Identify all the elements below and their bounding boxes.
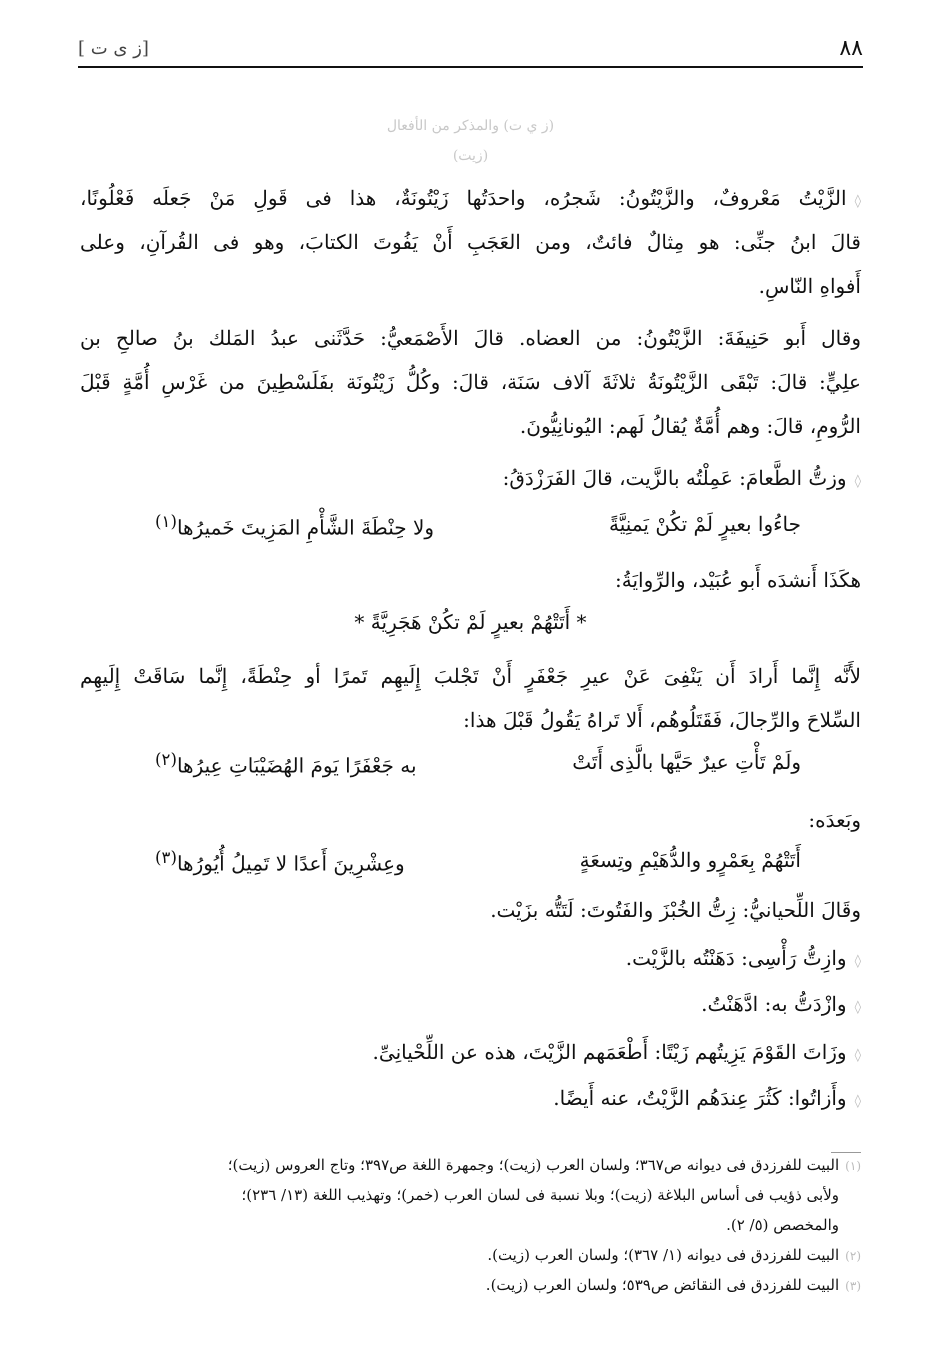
text-line: ◊الزَّيْتُ مَعْروفٌ، والزَّيْتُونُ: شَجرُه، واحدَتُها زَيْتُونَةٌ، هذا فى قَولِ مَنْ جَعلَه فَعْلُونًا، — [80, 186, 861, 210]
text-line: قالَ ابنُ جنِّى: هو مِثالٌ فائتٌ، ومن العَجَبِ أَنْ يَفُوتَ الكتابَ، وهو فى القُرآنِ، وعلى — [80, 230, 861, 254]
footnote-2: (٢)البيت للفرزدق فى ديوانه (١/ ٣٦٧)؛ ولسان العرب (زيت). — [487, 1246, 861, 1264]
text-line: وقَالَ اللِّحيانيُّ: زِتُّ الخُبْزَ والفَتُوتَ: لَتَتُّه بزَيْت. — [490, 898, 861, 922]
page-number: ٨٨ — [839, 36, 863, 61]
text-line: ◊وزَاتَ القَوْمَ يَزِيتُهم زَيْتًا: أَطْعَمَهم الزَّيْتَ، هذه عن اللِّحْيانِىِّ. — [372, 1040, 861, 1064]
text-line: علِيٍّ: قالَ: تَبْقَى الزَّيْتُونَةُ ثلاثَةَ آلاف سَنَة، قالَ: وكُلُّ زَيْتُونَة بفَلَسْطِينَ من غَرْسِ أُمَّةٍ قَبْلَ — [80, 370, 861, 394]
text-line: ◊وازِتُّ رَأْسِى: دَهَنْتُه بالزَّيْت. — [625, 946, 861, 970]
entry-marker: ◊ — [854, 194, 861, 209]
footnote-1-cont: ولأبى ذؤيب فى أساس البلاغة (زيت)؛ وبلا نسبة فى لسان العرب (خمر)؛ وتهذيب اللغة (١٣/ ٢٣٦)؛ — [241, 1186, 839, 1204]
verse-hemistich-right: جاءُوا بعيرٍ لَمْ تكُنْ يَمنِيَّةً — [609, 512, 801, 536]
page-header — [78, 30, 863, 70]
header-rule — [78, 66, 863, 68]
entry-marker: ◊ — [854, 474, 861, 489]
text-line: ◊وازْدَتُّ به: ادَّهَنْتُ. — [701, 992, 861, 1016]
text-line: الرُّومِ، قالَ: وهم أُمَّةٌ يُقالُ لَهم: اليُونانِيُّونَ. — [519, 414, 861, 438]
verse-hemistich-left: وعِشْرِينَ أَعدًا لا تَمِيلُ أُيُورُها$^{(٣)}$ — [155, 848, 405, 876]
footnote-ref: (٣) — [155, 848, 177, 867]
text-line: ◊وأَزاتُوا: كَثُرَ عِندَهُم الزَّيْتُ، عنه أَيضًا. — [553, 1086, 861, 1110]
entry-root: [ز ى ت ] — [78, 38, 149, 59]
entry-marker: ◊ — [854, 954, 861, 969]
verse-hemistich-right: أَتَتْهُمْ بِعَمْرٍو والدُّهَيْمِ وتِسعَةٍ — [579, 848, 801, 872]
footnote-1: (١)البيت للفرزدق فى ديوانه ص٣٦٧؛ ولسان العرب (زيت)؛ وجمهرة اللغة ص٣٩٧؛ وتاج العروس (زيت)؛ — [227, 1156, 861, 1174]
text-line: وبَعدَه: — [808, 808, 861, 832]
footnote-3: (٣)البيت للفرزدق فى النقائض ص٥٣٩؛ ولسان العرب (زيت). — [485, 1276, 861, 1294]
text-line: ◊وزتُّ الطَّعامَ: عَمِلْتُه بالزَّيت، قالَ الفَرَزْدَقُ: — [502, 466, 861, 490]
section-heading: (ز ي ت) والمذكر من الأفعال — [386, 118, 555, 134]
footnote-1-cont: والمخصص (٥/ ٢). — [726, 1216, 839, 1234]
verse-quote: * أَتَتْهُمْ بعيرٍ لَمْ تكُنْ هَجَرِيَّةً * — [354, 610, 587, 634]
entry-marker: ◊ — [854, 1000, 861, 1015]
text-line: هكَذَا أَنشدَه أَبو عُبَيْد، والرِّوايَةُ: — [614, 568, 861, 592]
verse-hemistich-left: به جَعْفَرًا يَومَ الهُضَيْبَاتِ عِيرُها$^{(٢)}$ — [155, 750, 417, 778]
text-line: لأَنَّه إِنَّما أَرادَ أَن يَنْفِىَ عَنْ عيرِ جَعْفَرٍ أَنْ تَجْلبَ إِلَيهِم تَمرًا أو حِنْطَةً، إِنَّما سَاقَتْ إِلَيهِم — [80, 664, 861, 688]
verse-hemistich-right: ولَمْ تَأْتِ عيرٌ حَيَّها بالَّذِى أَتَتْ — [572, 750, 801, 774]
footnote-ref: (١) — [155, 512, 177, 531]
text-line: وقال أَبو حَنِيفَةَ: الزَّيْتُونُ: من العضاه. قالَ الأَصْمَعيُّ: حَدَّثَنى عبدُ المَلك بنُ صالحِ بن — [80, 326, 861, 350]
footnote-ref: (٢) — [155, 750, 177, 769]
subsection-heading: (زيت) — [452, 148, 489, 164]
text-line: السِّلاحَ والرِّجالَ، فَقَتَلُوهُم، أَلا تَراهُ يَقُولُ قَبْلَ هذا: — [463, 708, 861, 732]
entry-marker: ◊ — [854, 1048, 861, 1063]
text-line: أَفواهِ النّاسِ. — [758, 274, 861, 298]
entry-marker: ◊ — [854, 1094, 861, 1109]
verse-hemistich-left: ولا حِنْطَةَ الشَّأْمِ المَزِيتَ خَميرُها$^{(١)}$ — [155, 512, 435, 540]
